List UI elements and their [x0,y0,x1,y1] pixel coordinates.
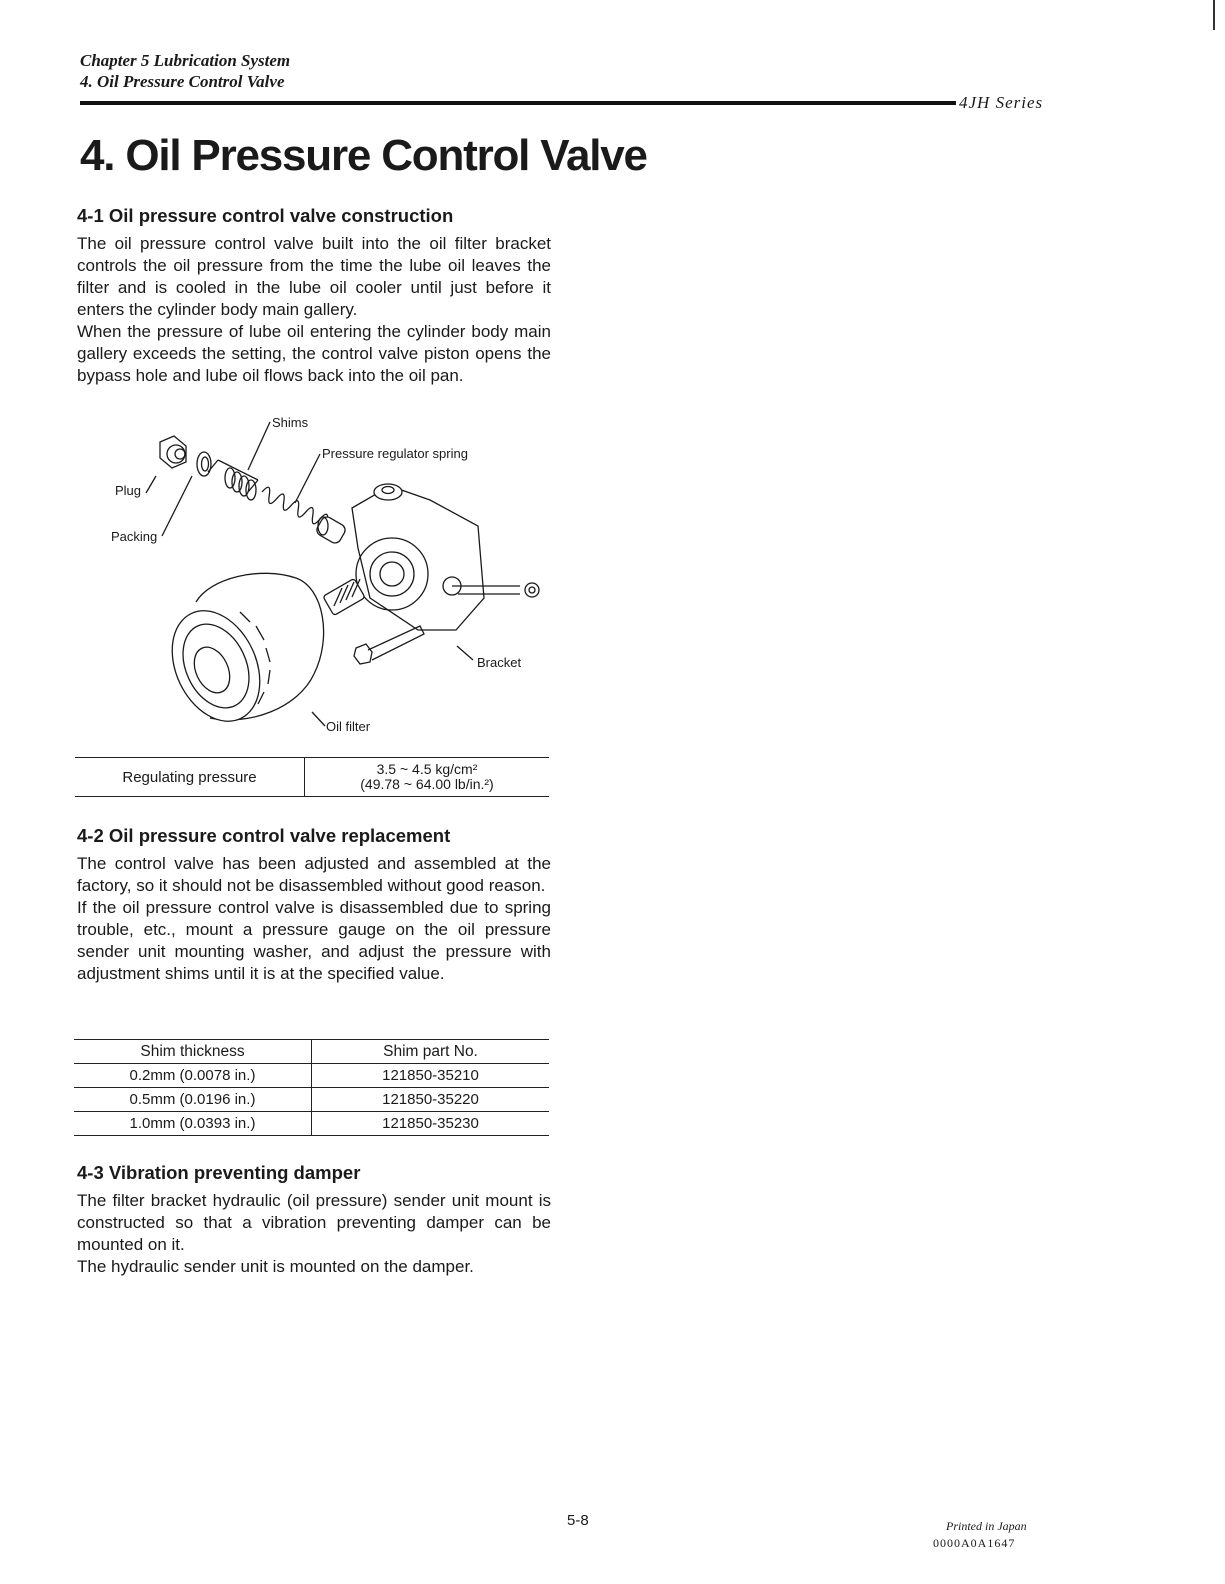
section-body-4-2 [77,853,551,985]
table-row [74,1064,549,1088]
label-plug: Plug [115,483,142,498]
shim-header-thickness: Shim thickness [74,1040,312,1064]
regulating-value [305,758,549,796]
plug-part [160,436,186,468]
regulating-value-metric: 3.5 ~ 4.5 kg/cm² [376,761,478,777]
filter-bracket [352,484,520,630]
section-body-4-1 [77,233,551,387]
shim-part-cell: 121850-35220 [382,1091,479,1108]
valve-exploded-diagram [100,408,560,743]
label-shims: Shims [272,415,309,430]
label-bracket: Bracket [477,655,522,670]
paragraph: The control valve has been adjusted and assembled at the factory, so it should not be disassembled without good reason. [77,854,551,895]
oil-filter [155,573,323,735]
paragraph: The hydraulic sender unit is mounted on the damper. [77,1257,474,1276]
section-body-4-3 [77,1190,551,1278]
paragraph: The oil pressure control valve built into the oil filter bracket controls the oil pressure from the time the lube oil leaves the filter and is cooled in the lube oil cooler until just before it enters the cylinder body main gallery. [77,234,551,319]
document-code: 0000A0A1647 [933,1536,1016,1550]
shim-table [74,1039,549,1136]
chapter-title: Chapter 5 Lubrication System [80,51,291,70]
shim-thickness-cell: 0.5mm (0.0196 in.) [74,1088,312,1112]
label-spring: Pressure regulator spring [322,446,468,461]
bracket-bolt [354,626,424,664]
label-packing: Packing [111,529,158,544]
shim-part-cell: 121850-35210 [382,1067,479,1084]
section-heading-4-1: 4-1 Oil pressure control valve construction [77,205,454,226]
shim-thickness-cell: 0.2mm (0.0078 in.) [74,1064,312,1088]
section-heading-4-3: 4-3 Vibration preventing damper [77,1162,361,1183]
threaded-nipple [323,578,365,615]
regulating-pressure-table [75,757,549,797]
section-heading-4-2: 4-2 Oil pressure control valve replacement [77,825,451,846]
label-filter: Oil filter [326,719,371,734]
page-number: 5-8 [567,1512,589,1529]
table-row [74,1088,549,1112]
shims-part [225,468,256,500]
regulating-label: Regulating pressure [75,758,305,796]
sender-unit [525,583,539,597]
shim-part-cell: 121850-35230 [382,1115,479,1132]
shim-header-part: Shim part No. [383,1042,478,1060]
header-rule [80,101,956,105]
valve-piston [315,515,348,545]
running-header [80,50,290,92]
regulating-value-imperial: (49.78 ~ 64.00 lb/in.²) [360,776,494,792]
series-label: 4JH Series [959,93,1044,112]
section-title: 4. Oil Pressure Control Valve [80,72,285,91]
page-title: 4. Oil Pressure Control Valve [80,131,647,180]
paragraph: The filter bracket hydraulic (oil pressure) sender unit mount is constructed so that a vibration preventing damper can be mounted on it. [77,1191,551,1254]
spring-part [259,486,330,529]
scan-edge-mark [1213,0,1215,30]
table-row [74,1112,549,1136]
shim-thickness-cell: 1.0mm (0.0393 in.) [74,1112,312,1136]
paragraph: If the oil pressure control valve is disassembled due to spring trouble, etc., mount a pressure gauge on the oil pressure sender unit mounting washer, and adjust the pressure with adjustment shims until it is at the specified value. [77,898,551,983]
paragraph: When the pressure of lube oil entering the cylinder body main gallery exceeds the setting, the control valve piston opens the bypass hole and lube oil flows back into the oil pan. [77,322,551,385]
printed-note: Printed in Japan [946,1519,1027,1533]
